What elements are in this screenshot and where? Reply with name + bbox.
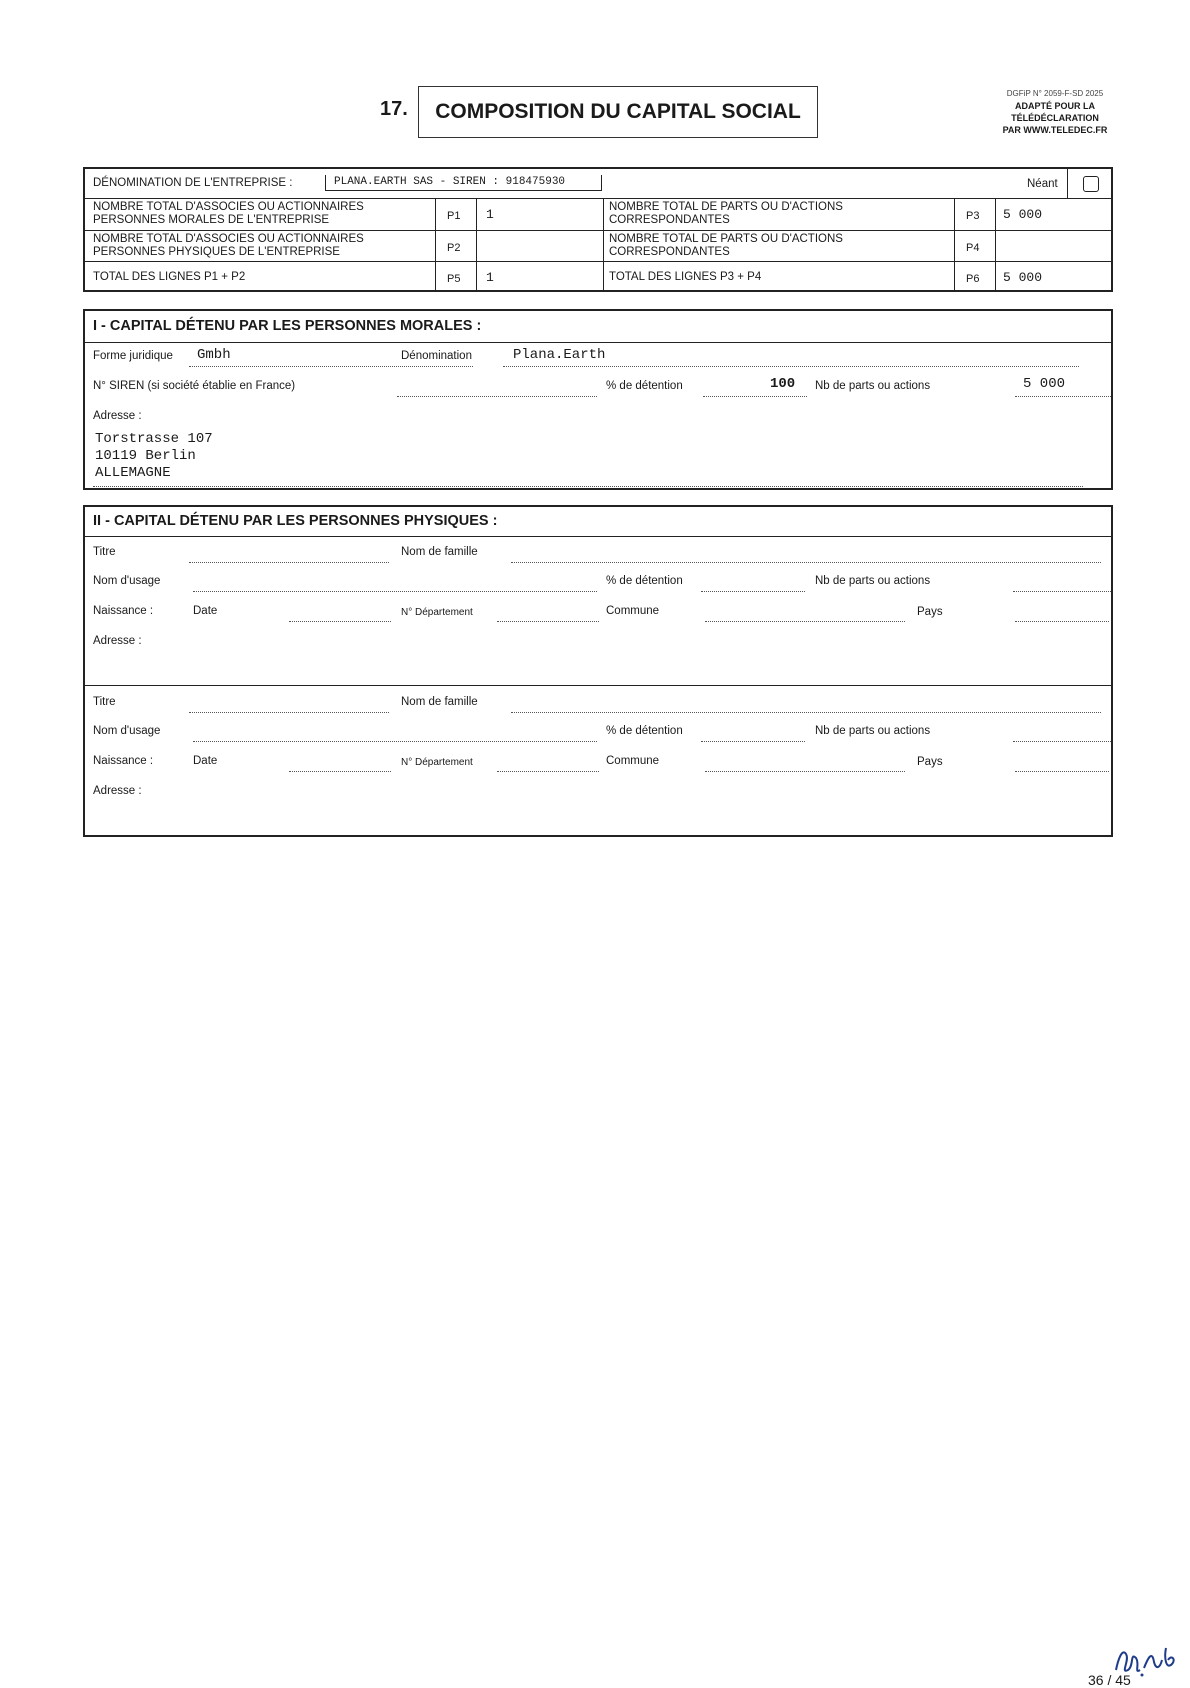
titre-field[interactable] — [189, 712, 389, 713]
row3-left-label: TOTAL DES LIGNES P1 + P2 — [93, 271, 246, 283]
adapted-line-1: ADAPTÉ POUR LA — [1014, 101, 1095, 111]
detention-morale-label: % de détention — [606, 380, 683, 392]
neant-label: Néant — [1027, 178, 1058, 190]
section-title-morales: I - CAPITAL DÉTENU PAR LES PERSONNES MORALES : — [93, 318, 482, 334]
adresse-morale-label: Adresse : — [93, 410, 142, 422]
departement-field[interactable] — [497, 771, 599, 772]
parts-physique-field[interactable] — [1013, 591, 1111, 592]
adresse-physique-label: Adresse : — [93, 635, 142, 647]
denomination-morale-field[interactable]: Plana.Earth — [513, 347, 606, 363]
adresse-physique-label: Adresse : — [93, 785, 142, 797]
titre-label: Titre — [93, 546, 116, 558]
pays-field[interactable] — [1015, 771, 1109, 772]
row1-left-label: NOMBRE TOTAL D'ASSOCIES OU ACTIONNAIRES PERSONNES MORALES DE L'ENTREPRISE — [93, 201, 364, 226]
detention-morale-field[interactable]: 100 — [770, 376, 796, 392]
pays-field[interactable] — [1015, 621, 1109, 622]
code-p5: P5 — [447, 273, 461, 285]
detention-physique-field[interactable] — [701, 591, 805, 592]
form-number: 17. — [380, 98, 408, 120]
value-p1[interactable]: 1 — [486, 207, 494, 222]
code-p3: P3 — [966, 210, 980, 222]
parts-physique-label: Nb de parts ou actions — [815, 725, 931, 737]
adapted-line-2: TÉLÉDÉCLARATION — [1011, 113, 1099, 123]
parts-morale-field[interactable]: 5 000 — [1023, 376, 1066, 392]
nom-famille-field[interactable] — [511, 712, 1101, 713]
parts-physique-label: Nb de parts ou actions — [815, 575, 931, 587]
adapted-line-3: PAR WWW.TELEDEC.FR — [1002, 125, 1108, 135]
commune-label: Commune — [606, 755, 660, 767]
page-title: COMPOSITION DU CAPITAL SOCIAL — [418, 86, 818, 138]
parts-morale-line — [1015, 396, 1111, 397]
summary-table — [83, 167, 1113, 292]
page-number: 36 / 45 — [1088, 1672, 1131, 1688]
date-field[interactable] — [289, 621, 391, 622]
denomination-field[interactable]: PLANA.EARTH SAS - SIREN : 918475930 — [325, 175, 602, 191]
forme-juridique-line — [189, 366, 473, 367]
row1-right-label: NOMBRE TOTAL DE PARTS OU D'ACTIONS CORRESPONDANTES — [609, 201, 843, 226]
adresse-morale-line — [93, 486, 1083, 487]
pays-label: Pays — [917, 606, 943, 618]
neant-checkbox[interactable] — [1083, 176, 1099, 192]
denomination-morale-label: Dénomination — [401, 350, 472, 362]
nom-usage-label: Nom d'usage — [93, 725, 161, 737]
departement-label: N° Département — [401, 607, 473, 618]
date-label: Date — [193, 755, 218, 767]
value-p6[interactable]: 5 000 — [1003, 270, 1043, 285]
titre-field[interactable] — [189, 562, 389, 563]
pays-label: Pays — [917, 756, 943, 768]
commune-field[interactable] — [705, 771, 905, 772]
naissance-label: Naissance : — [93, 755, 154, 767]
row2-left-label: NOMBRE TOTAL D'ASSOCIES OU ACTIONNAIRES PERSONNES PHYSIQUES DE L'ENTREPRISE — [93, 233, 364, 258]
denomination-label: DÉNOMINATION DE L'ENTREPRISE : — [93, 177, 293, 189]
commune-label: Commune — [606, 605, 660, 617]
code-p2: P2 — [447, 242, 461, 254]
parts-morale-label: Nb de parts ou actions — [815, 380, 931, 392]
nom-famille-label: Nom de famille — [401, 696, 478, 708]
siren-label: N° SIREN (si société établie en France) — [93, 380, 296, 392]
date-field[interactable] — [289, 771, 391, 772]
form-ref-code: DGFiP N° 2059-F-SD 2025 — [1006, 89, 1104, 98]
forme-juridique-label: Forme juridique — [93, 350, 173, 362]
adresse-morale-field[interactable]: Torstrasse 107 10119 Berlin ALLEMAGNE — [95, 431, 213, 481]
detention-physique-label: % de détention — [606, 575, 683, 587]
titre-label: Titre — [93, 696, 116, 708]
departement-label: N° Département — [401, 757, 473, 768]
parts-physique-field[interactable] — [1013, 741, 1111, 742]
value-p3[interactable]: 5 000 — [1003, 207, 1043, 222]
nom-usage-field[interactable] — [193, 591, 597, 592]
section-title-physiques: II - CAPITAL DÉTENU PAR LES PERSONNES PHYSIQUES : — [93, 513, 498, 529]
nom-usage-field[interactable] — [193, 741, 597, 742]
section-personnes-morales — [83, 309, 1113, 490]
denomination-morale-line — [503, 366, 1079, 367]
departement-field[interactable] — [497, 621, 599, 622]
date-label: Date — [193, 605, 218, 617]
code-p4: P4 — [966, 242, 980, 254]
nom-usage-label: Nom d'usage — [93, 575, 161, 587]
code-p1: P1 — [447, 210, 461, 222]
row3-right-label: TOTAL DES LIGNES P3 + P4 — [609, 271, 762, 283]
form-reference — [990, 88, 1120, 136]
section-personnes-physiques — [83, 505, 1113, 837]
signature-icon — [1112, 1640, 1178, 1680]
nom-famille-field[interactable] — [511, 562, 1101, 563]
detention-physique-field[interactable] — [701, 741, 805, 742]
siren-line — [397, 396, 597, 397]
code-p6: P6 — [966, 273, 980, 285]
nom-famille-label: Nom de famille — [401, 546, 478, 558]
commune-field[interactable] — [705, 621, 905, 622]
detention-physique-label: % de détention — [606, 725, 683, 737]
value-p5[interactable]: 1 — [486, 270, 494, 285]
detention-morale-line — [703, 396, 807, 397]
naissance-label: Naissance : — [93, 605, 154, 617]
row2-right-label: NOMBRE TOTAL DE PARTS OU D'ACTIONS CORRESPONDANTES — [609, 233, 843, 258]
forme-juridique-field[interactable]: Gmbh — [197, 347, 231, 363]
